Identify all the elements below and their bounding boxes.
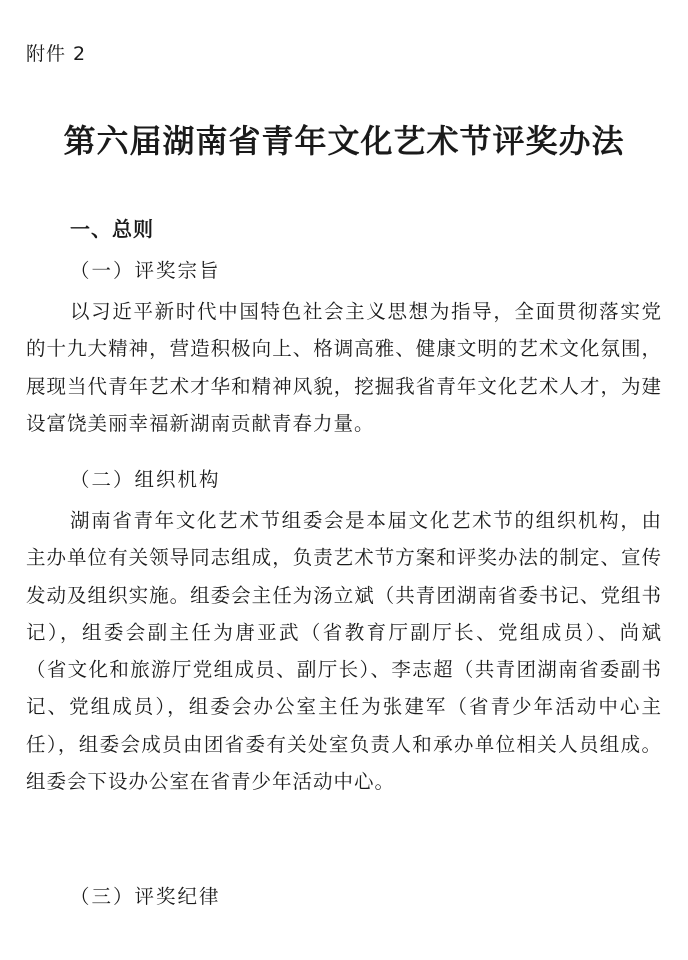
subsection-heading-discipline: （三）评奖纪律 — [70, 885, 221, 908]
attachment-label: 附件 2 — [26, 43, 87, 65]
subsection-heading-purpose: （一）评奖宗旨 — [70, 259, 221, 282]
paragraph-organization: 湖南省青年文化艺术节组委会是本届文化艺术节的组织机构，由主办单位有关领导同志组成，负责艺术节方案和评奖办法的制定、宣传发动及组织实施。组委会主任为汤立斌（共青团湖南省委书记、党组书记），组委会副主任为唐亚武（省教育厅副厅长、党组成员）、尚斌（省文化和旅游厅党组成员、副厅长）、李志超（共青团湖南省委副书记、党组成员），组委会办公室主任为张建军（省青少年活动中心主任），组委会成员由团省委有关处室负责人和承办单位相关人员组成。组委会下设办公室在省青少年活动中心。 — [26, 509, 662, 794]
document-title: 第六届湖南省青年文化艺术节评奖办法 — [63, 122, 625, 160]
paragraph-purpose: 以习近平新时代中国特色社会主义思想为指导，全面贯彻落实党的十九大精神，营造积极向上、格调高雅、健康文明的艺术文化氛围，展现当代青年艺术才华和精神风貌，挖掘我省青年文化艺术人才，为建设富饶美丽幸福新湖南贡献青春力量。 — [26, 300, 662, 435]
section-heading-general: 一、总则 — [70, 217, 154, 241]
subsection-heading-organization: （二）组织机构 — [70, 468, 221, 491]
